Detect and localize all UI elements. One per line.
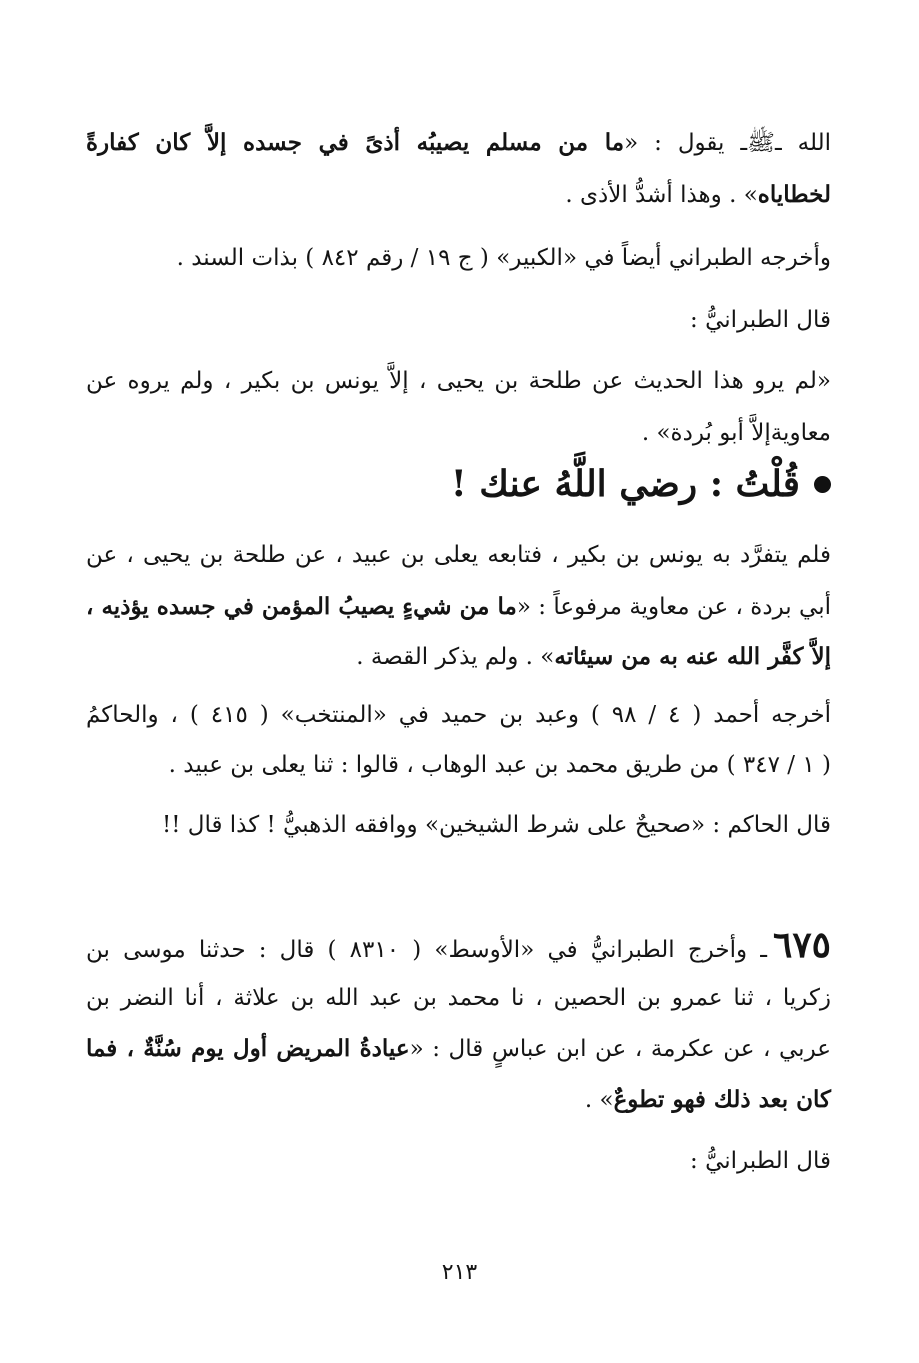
text-run: الله ـ <box>774 130 831 156</box>
text-run: عربي ، عن عكرمة ، عن ابن عباسٍ قال : « <box>409 1036 831 1062</box>
citation-text: أخرجه أحمد ( ٤ / ٩٨ ) وعبد بن حميد في «المنتخب» ( ٤١٥ ) ، والحاكمُ <box>86 702 831 728</box>
text-line <box>86 305 831 335</box>
text-line <box>86 642 831 672</box>
text-line <box>86 128 831 158</box>
text-line <box>86 1034 831 1064</box>
text-run: ـ وأخرج الطبرانيُّ في «الأوسط» ( ٨٣١٠ ) قال : حدثنا موسى بن <box>86 937 767 963</box>
hadith-text: عيادةُ المريض أول يوم سُنَّةٌ ، فما <box>86 1035 410 1062</box>
text-line <box>86 366 831 396</box>
text-line <box>86 243 831 273</box>
hadith-text: لخطاياه <box>757 181 831 208</box>
text-line <box>86 1085 831 1115</box>
text-run: » . ولم يذكر القصة . <box>356 644 555 670</box>
hadith-text: إلاَّ كفَّر الله عنه به من سيئاته <box>554 643 831 670</box>
section-heading <box>451 462 831 506</box>
text-run: » . وهذا أشدُّ الأذى . <box>565 182 758 208</box>
page-number: ٢١٣ <box>441 1260 478 1285</box>
text-line <box>86 180 831 210</box>
hadith-text: ما من مسلم يصيبُه أذىً في جسده إلاَّ كان كفارةً <box>86 129 625 156</box>
text-run: قال الحاكم : «صحيحٌ على شرط الشيخين» ووافقه الذهبيُّ ! كذا قال !! <box>161 812 831 838</box>
text-run: قال الطبرانيُّ : <box>690 307 831 333</box>
quote-text: معاويةإلاَّ أبو بُردة» . <box>641 420 831 446</box>
text-run: أبي بردة ، عن معاوية مرفوعاً : « <box>516 594 831 620</box>
text-run: فلم يتفرَّد به يونس بن بكير ، فتابعه يعلى بن عبيد ، عن طلحة بن يحيى ، عن <box>86 542 831 568</box>
text-run: ـ يقول : « <box>624 130 748 156</box>
heading-text: قُلْتُ : رضي اللَّهُ عنك ! <box>450 463 800 505</box>
hadith-text: كان بعد ذلك فهو تطوعٌ <box>613 1086 831 1113</box>
text-run: زكريا ، ثنا عمرو بن الحصين ، نا محمد بن عبد الله بن علاثة ، أنا النضر بن <box>86 985 831 1011</box>
text-run: قال الطبرانيُّ : <box>690 1148 831 1174</box>
text-run: » . <box>584 1087 614 1113</box>
text-line <box>86 983 831 1013</box>
quote-text: «لم يرو هذا الحديث عن طلحة بن يحيى ، إلاَّ يونس بن بكير ، ولم يروه عن <box>86 368 831 394</box>
text-line <box>86 750 831 780</box>
bullet-icon <box>814 476 831 493</box>
hadith-text: ما من شيءٍ يصيبُ المؤمن في جسده يؤذيه ، <box>86 593 517 620</box>
citation-text: وأخرجه الطبراني أيضاً في «الكبير» ( ج ١٩ / رقم ٨٤٢ ) بذات السند . <box>176 245 831 271</box>
text-line <box>86 924 831 966</box>
text-line <box>86 592 831 622</box>
text-line <box>86 418 831 448</box>
text-line <box>86 700 831 730</box>
salawat-glyph: ﷺ <box>747 130 775 156</box>
text-line <box>86 540 831 570</box>
text-line <box>86 1146 831 1176</box>
text-line <box>86 810 831 840</box>
hadith-number: ٦٧٥ <box>772 924 831 966</box>
citation-text: ( ١ / ٣٤٧ ) من طريق محمد بن عبد الوهاب ، قالوا : ثنا يعلى بن عبيد . <box>168 752 831 778</box>
